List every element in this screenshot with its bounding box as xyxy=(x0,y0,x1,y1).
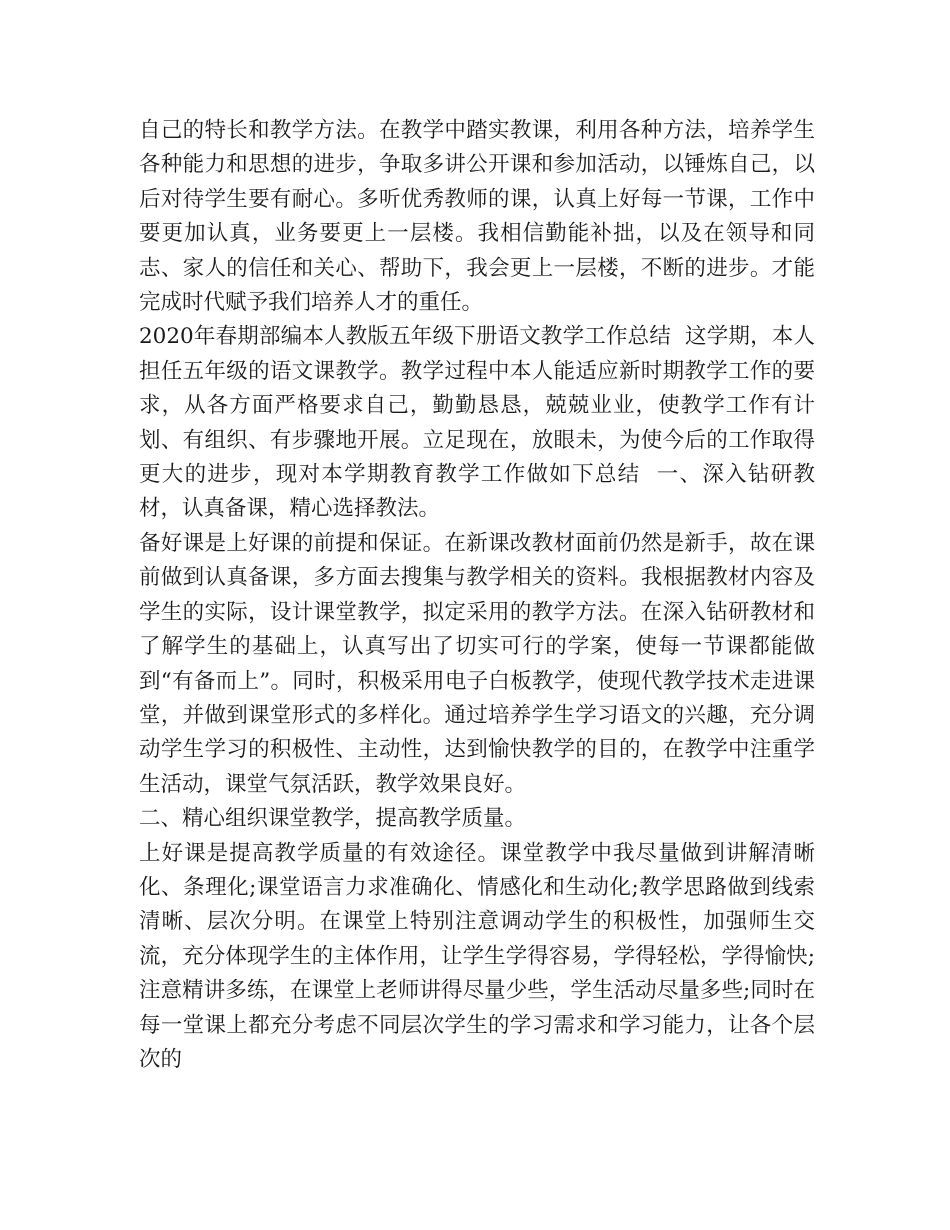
section-heading-2: 二、精心组织课堂教学，提高教学质量。 xyxy=(139,806,527,832)
paragraph-1: 自己的特长和教学方法。在教学中踏实教课，利用各种方法，培养学生各种能力和思想的进步，争取多讲公开课和参加活动，以锤炼自己，以后对待学生要有耐心。多听优秀教师的课，认真上好每一节课，工作中要更加认真，业务要更上一层楼。我相信勤能补拙，以及在领导和同志、家人的信任和关心、帮助下，我会更上一层楼，不断的进步。才能完成时代赋予我们培养人才的重任。 xyxy=(139,118,815,316)
paragraph-2: 2020年春期部编本人教版五年级下册语文教学工作总结 这学期，本人担任五年级的语文课教学。教学过程中本人能适应新时期教学工作的要求，从各方面严格要求自己，勤勤恳恳，兢兢业业，使教学工作有计划、有组织、有步骤地开展。立足现在，放眼未，为使今后的工作取得更大的进步，现对本学期教育教学工作做如下总结 一、深入钻研教材，认真备课，精心选择教法。 xyxy=(139,324,815,522)
paragraph-3: 备好课是上好课的前提和保证。在新课改教材面前仍然是新手，故在课前做到认真备课，多方面去搜集与教学相关的资料。我根据教材内容及学生的实际，设计课堂教学，拟定采用的教学方法。在深入钻研教材和了解学生的基础上，认真写出了切实可行的学案，使每一节课都能做到“有备而上”。同时，积极采用电子白板教学，使现代教学技术走进课堂，并做到课堂形式的多样化。通过培养学生学习语文的兴趣，充分调动学生学习的积极性、主动性，达到愉快教学的目的，在教学中注重学生活动，课堂气氛活跃，教学效果良好。 xyxy=(139,530,815,797)
paragraph-5: 上好课是提高教学质量的有效途径。课堂教学中我尽量做到讲解清晰化、条理化;课堂语言力求准确化、情感化和生动化;教学思路做到线索清晰、层次分明。在课堂上特别注意调动学生的积极性，加强师生交流，充分体现学生的主体作用，让学生学得容易，学得轻松，学得愉快;注意精讲多练，在课堂上老师讲得尽量少些，学生活动尽量多些;同时在每一堂课上都充分考虑不同层次学生的学习需求和学习能力，让各个层次的 xyxy=(139,840,815,1072)
document-body xyxy=(139,114,815,1077)
